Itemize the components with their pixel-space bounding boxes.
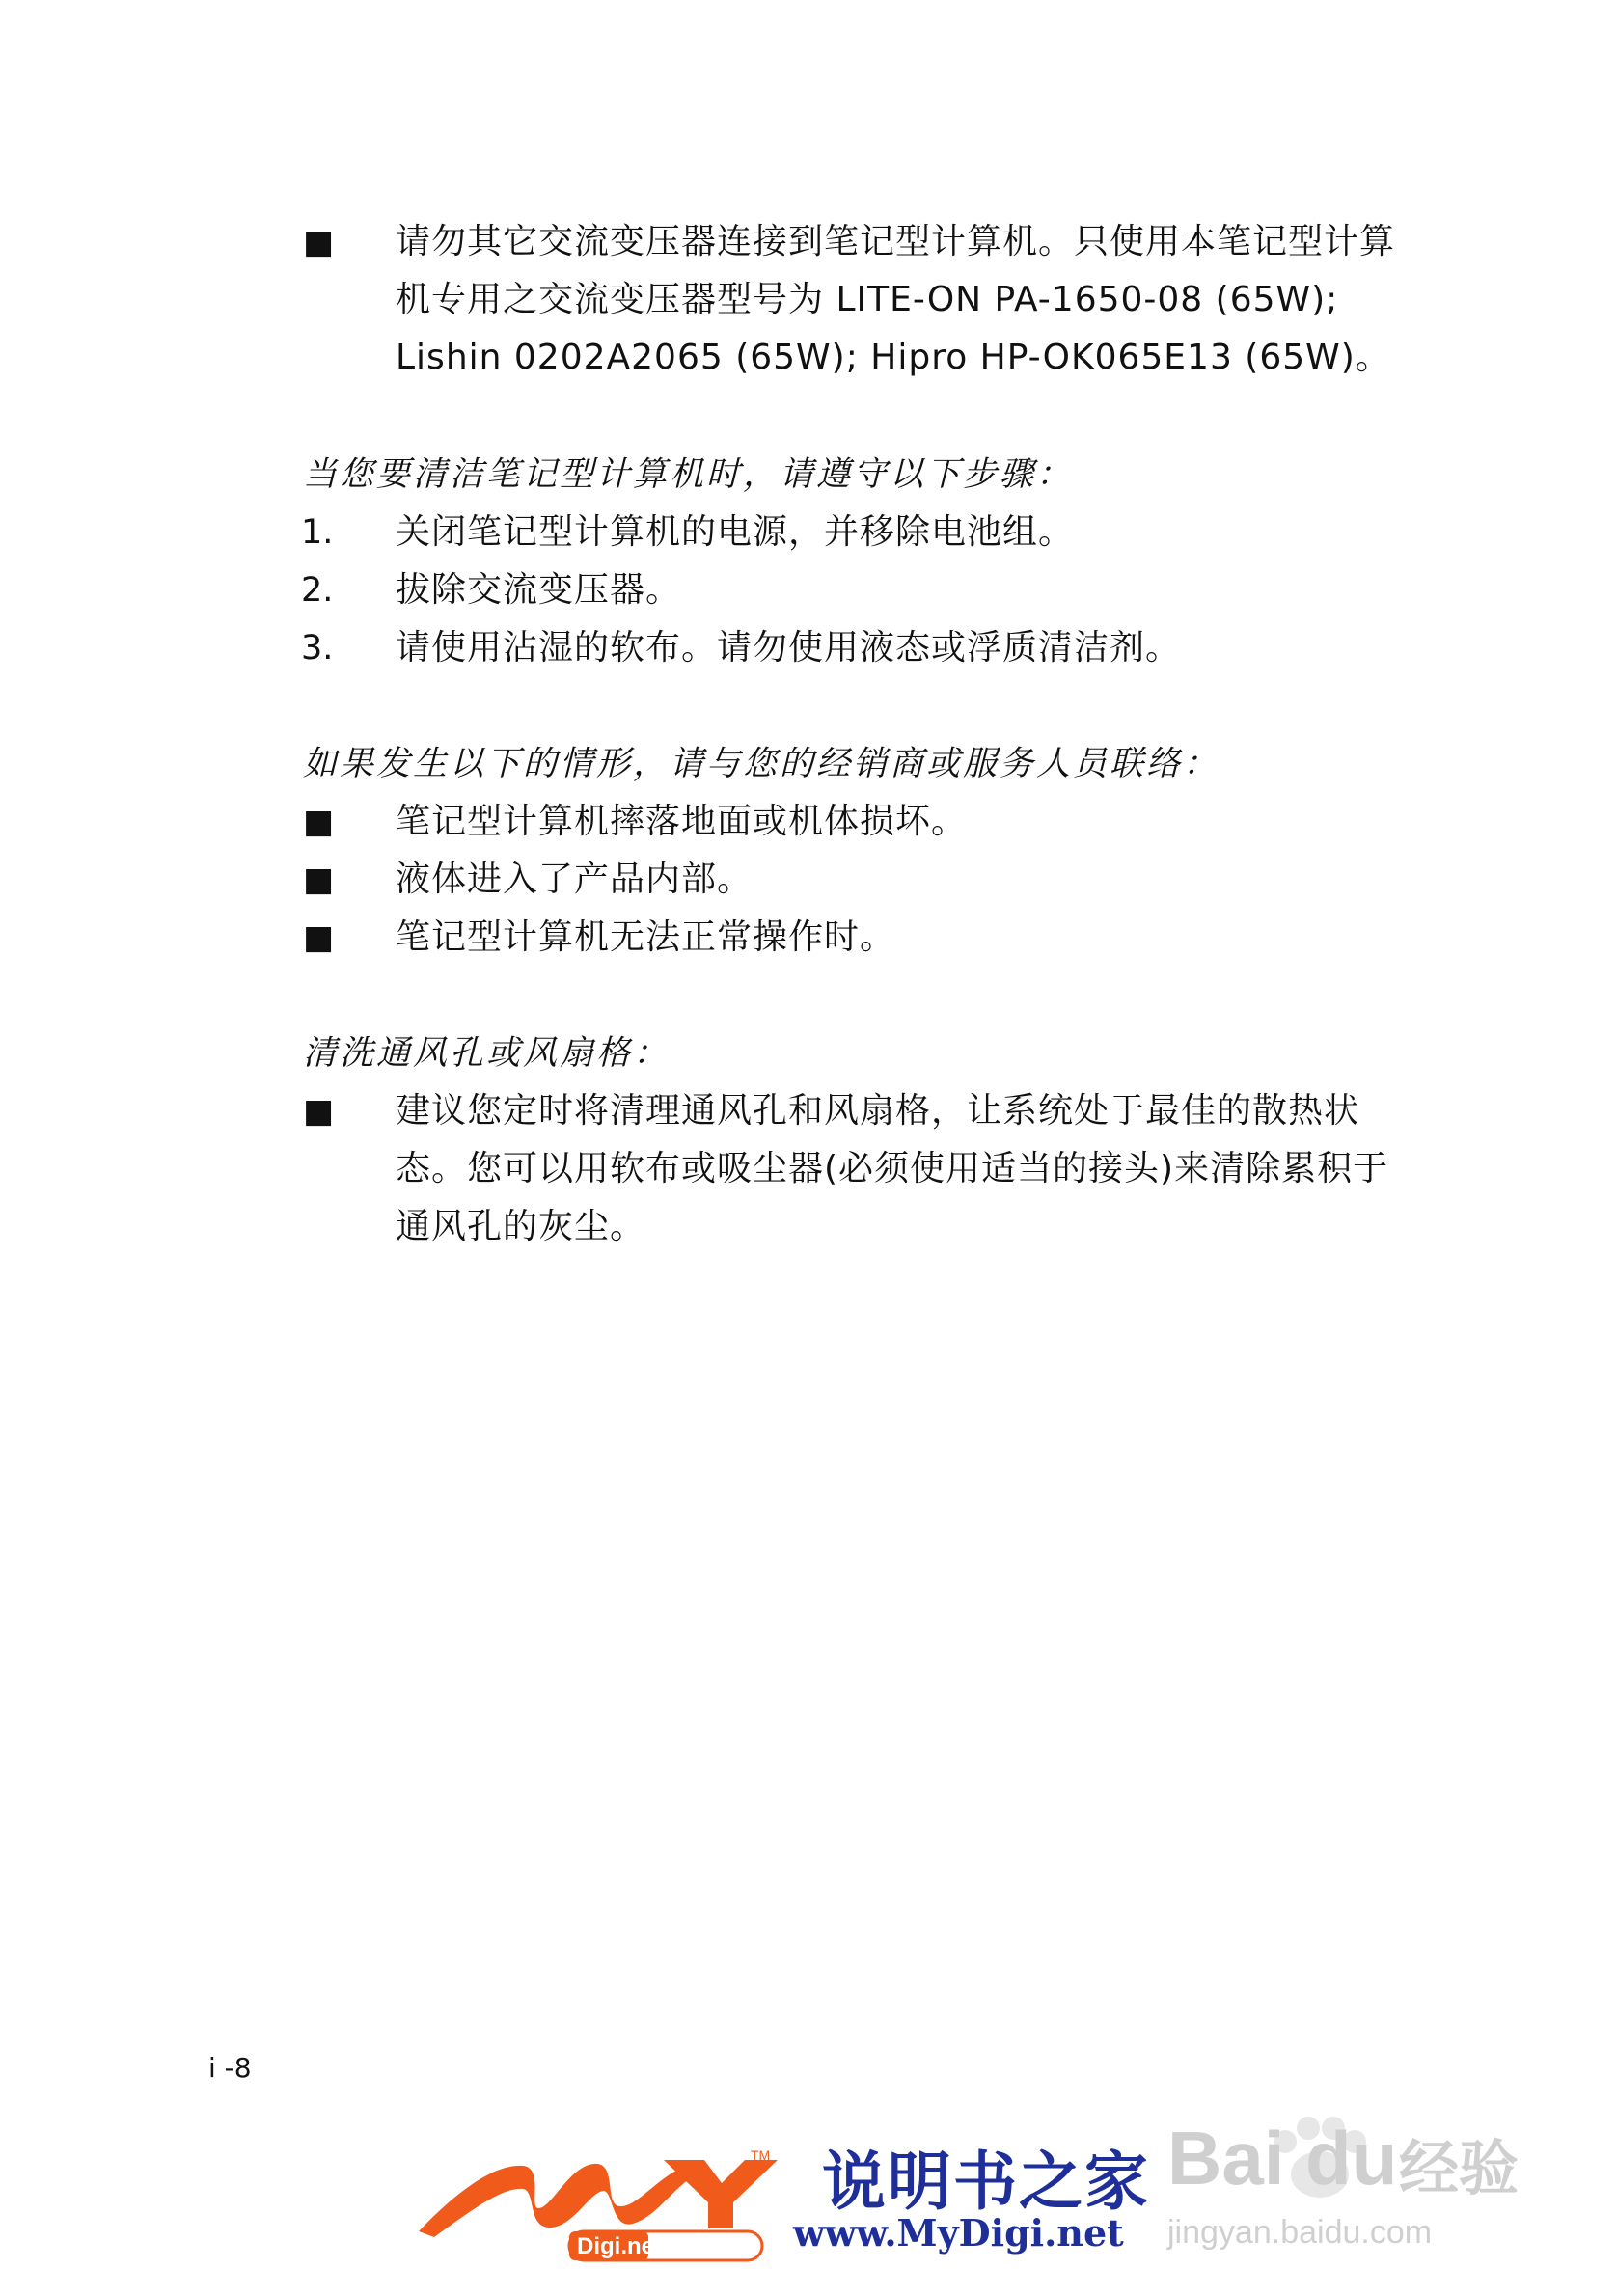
vents-line-2: 态。您可以用软布或吸尘器(必须使用适当的接头)来清除累积于: [396, 1149, 1389, 1189]
cleaning-step-3: 请使用沾湿的软布。请勿使用液态或浮质清洁剂。: [396, 628, 1182, 668]
service-item-3: 笔记型计算机无法正常操作时。: [396, 917, 896, 957]
site-url: www.MyDigi.net: [793, 2211, 1124, 2255]
site-title: 说明书之家: [822, 2144, 1150, 2219]
mydigi-logo: [415, 2127, 781, 2262]
vents-line-1: 建议您定时将清理通风孔和风扇格，让系统处于最佳的散热状: [396, 1091, 1360, 1131]
watermark-cjk: 经验: [1399, 2133, 1520, 2203]
power-warning-line-1: 请勿其它交流变压器连接到笔记型计算机。只使用本笔记型计算: [396, 222, 1396, 261]
bullet-marker: ■: [303, 861, 335, 899]
power-warning-line-3: Lishin 0202A2065 (65W); Hipro HP-OK065E13 (65W)。: [396, 338, 1391, 377]
watermark-brand: Bai du: [1167, 2116, 1398, 2200]
power-warning-line-2: 机专用之交流变压器型号为 LITE-ON PA-1650-08 (65W);: [396, 280, 1339, 319]
cleaning-step-2: 拔除交流变压器。: [396, 570, 682, 610]
bullet-marker: ■: [303, 803, 335, 841]
vents-heading: 清洗通风孔或风扇格：: [303, 1034, 671, 1073]
logo-text: Digi.net: [577, 2233, 662, 2259]
vents-line-3: 通风孔的灰尘。: [396, 1207, 646, 1246]
step-number: 1.: [301, 513, 334, 552]
cleaning-step-1: 关闭笔记型计算机的电源，并移除电池组。: [396, 512, 1075, 552]
service-heading: 如果发生以下的情形，请与您的经销商或服务人员联络：: [303, 745, 1220, 783]
service-item-2: 液体进入了产品内部。: [396, 860, 754, 899]
cleaning-heading: 当您要清洁笔记型计算机时，请遵守以下步骤：: [303, 455, 1074, 494]
step-number: 2.: [301, 571, 334, 610]
bullet-marker: ■: [303, 223, 335, 261]
watermark-url: jingyan.baidu.com: [1167, 2214, 1433, 2251]
step-number: 3.: [301, 629, 334, 668]
page-number: i -8: [208, 2052, 252, 2084]
service-item-1: 笔记型计算机摔落地面或机体损坏。: [396, 802, 968, 841]
bullet-marker: ■: [303, 918, 335, 957]
bullet-marker: ■: [303, 1092, 335, 1131]
trademark-mark: TM: [751, 2147, 771, 2163]
